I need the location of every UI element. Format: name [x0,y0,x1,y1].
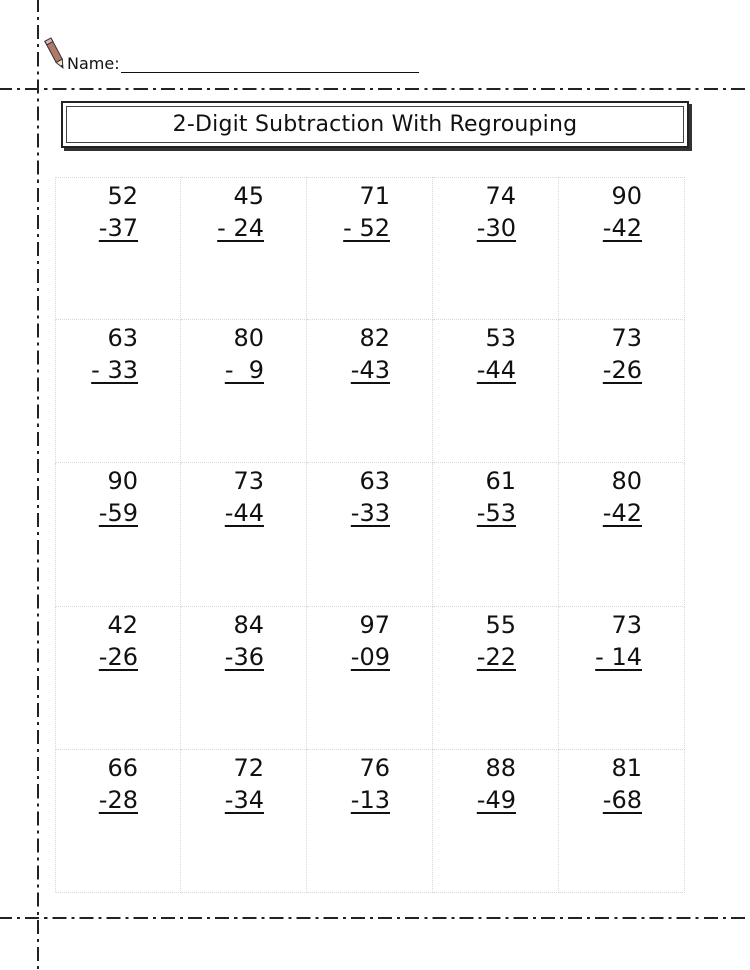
problem-cell [307,750,433,893]
subtraction-problem [225,465,264,529]
minuend: 73 [611,610,642,639]
subtraction-problem [99,180,138,244]
subtraction-problem [91,322,138,386]
subtrahend: -22 [476,642,516,671]
problem-cell [55,177,181,320]
minuend: 90 [107,467,138,496]
minuend: 45 [233,182,264,210]
problem-cell [55,750,181,893]
subtraction-problem [99,609,138,673]
name-field[interactable] [121,72,419,73]
minuend: 88 [485,753,516,782]
subtraction-problem [225,752,264,816]
minuend: 81 [611,753,642,782]
subtrahend: -30 [476,214,516,242]
subtraction-problem [477,322,516,386]
minuend: 66 [107,753,138,782]
title-box [61,101,689,148]
subtraction-problem [225,322,264,386]
minuend: 53 [485,324,516,353]
problem-cell [181,463,307,606]
subtrahend: -36 [224,642,264,671]
subtraction-problem [343,180,390,244]
subtrahend: -26 [98,642,138,671]
subtrahend: -42 [602,499,642,528]
subtraction-problem [99,465,138,529]
minuend: 80 [233,324,264,353]
subtraction-problem [99,752,138,816]
minuend: 71 [359,182,390,210]
minuend: 73 [233,467,264,496]
subtraction-problem [225,609,264,673]
problem-cell [307,463,433,606]
subtrahend: - 33 [91,356,138,385]
subtraction-problem [603,322,642,386]
subtraction-problem [595,609,642,673]
subtrahend: - 24 [217,214,264,242]
minuend: 42 [107,610,138,639]
minuend: 61 [485,467,516,496]
subtrahend: -26 [602,356,642,385]
subtraction-problem [351,609,390,673]
subtrahend: -33 [350,499,390,528]
worksheet-title: 2-Digit Subtraction With Regrouping [172,112,578,137]
minuend: 84 [233,610,264,639]
problem-cell [559,750,685,893]
subtrahend: -13 [350,785,390,814]
problem-cell [55,463,181,606]
subtrahend: -43 [350,356,390,385]
problem-cell [307,177,433,320]
problem-cell [559,607,685,750]
minuend: 80 [611,467,642,496]
subtraction-problem [477,465,516,529]
minuend: 76 [359,753,390,782]
minuend: 73 [611,324,642,353]
problem-cell [55,607,181,750]
minuend: 55 [485,610,516,639]
name-label: Name: [67,54,120,73]
subtrahend: - 9 [224,356,264,385]
minuend: 82 [359,324,390,353]
problem-grid [55,177,685,893]
problem-cell [307,607,433,750]
problem-cell [181,177,307,320]
pencil-icon [44,36,66,72]
cut-guide-left [37,0,39,970]
minuend: 97 [359,610,390,639]
subtrahend: -34 [224,785,264,814]
problem-cell [433,607,559,750]
problem-cell [433,750,559,893]
minuend: 74 [485,182,516,210]
subtrahend: -44 [224,499,264,528]
subtrahend: - 14 [595,642,642,671]
subtraction-problem [603,752,642,816]
minuend: 63 [107,324,138,353]
subtrahend: -53 [476,499,516,528]
subtraction-problem [217,180,264,244]
problem-cell [559,320,685,463]
minuend: 90 [611,182,642,210]
cut-guide-top [0,88,750,90]
subtrahend: - 52 [343,214,390,242]
problem-cell [559,463,685,606]
subtraction-problem [351,752,390,816]
subtrahend: -28 [98,785,138,814]
subtraction-problem [477,609,516,673]
problem-cell [433,177,559,320]
subtraction-problem [603,180,642,244]
problem-cell [181,607,307,750]
problem-cell [433,320,559,463]
subtrahend: -37 [98,214,138,242]
cut-guide-bottom [0,917,750,919]
minuend: 63 [359,467,390,496]
minuend: 72 [233,753,264,782]
problem-cell [307,320,433,463]
subtraction-problem [477,752,516,816]
problem-cell [433,463,559,606]
subtraction-problem [477,180,516,244]
subtrahend: -59 [98,499,138,528]
problem-cell [55,320,181,463]
minuend: 52 [107,182,138,210]
subtrahend: -44 [476,356,516,385]
problem-cell [559,177,685,320]
subtraction-problem [603,465,642,529]
subtrahend: -42 [602,214,642,242]
subtrahend: -68 [602,785,642,814]
problem-cell [181,320,307,463]
subtrahend: -49 [476,785,516,814]
subtraction-problem [351,465,390,529]
subtrahend: -09 [350,642,390,671]
problem-cell [181,750,307,893]
subtraction-problem [351,322,390,386]
